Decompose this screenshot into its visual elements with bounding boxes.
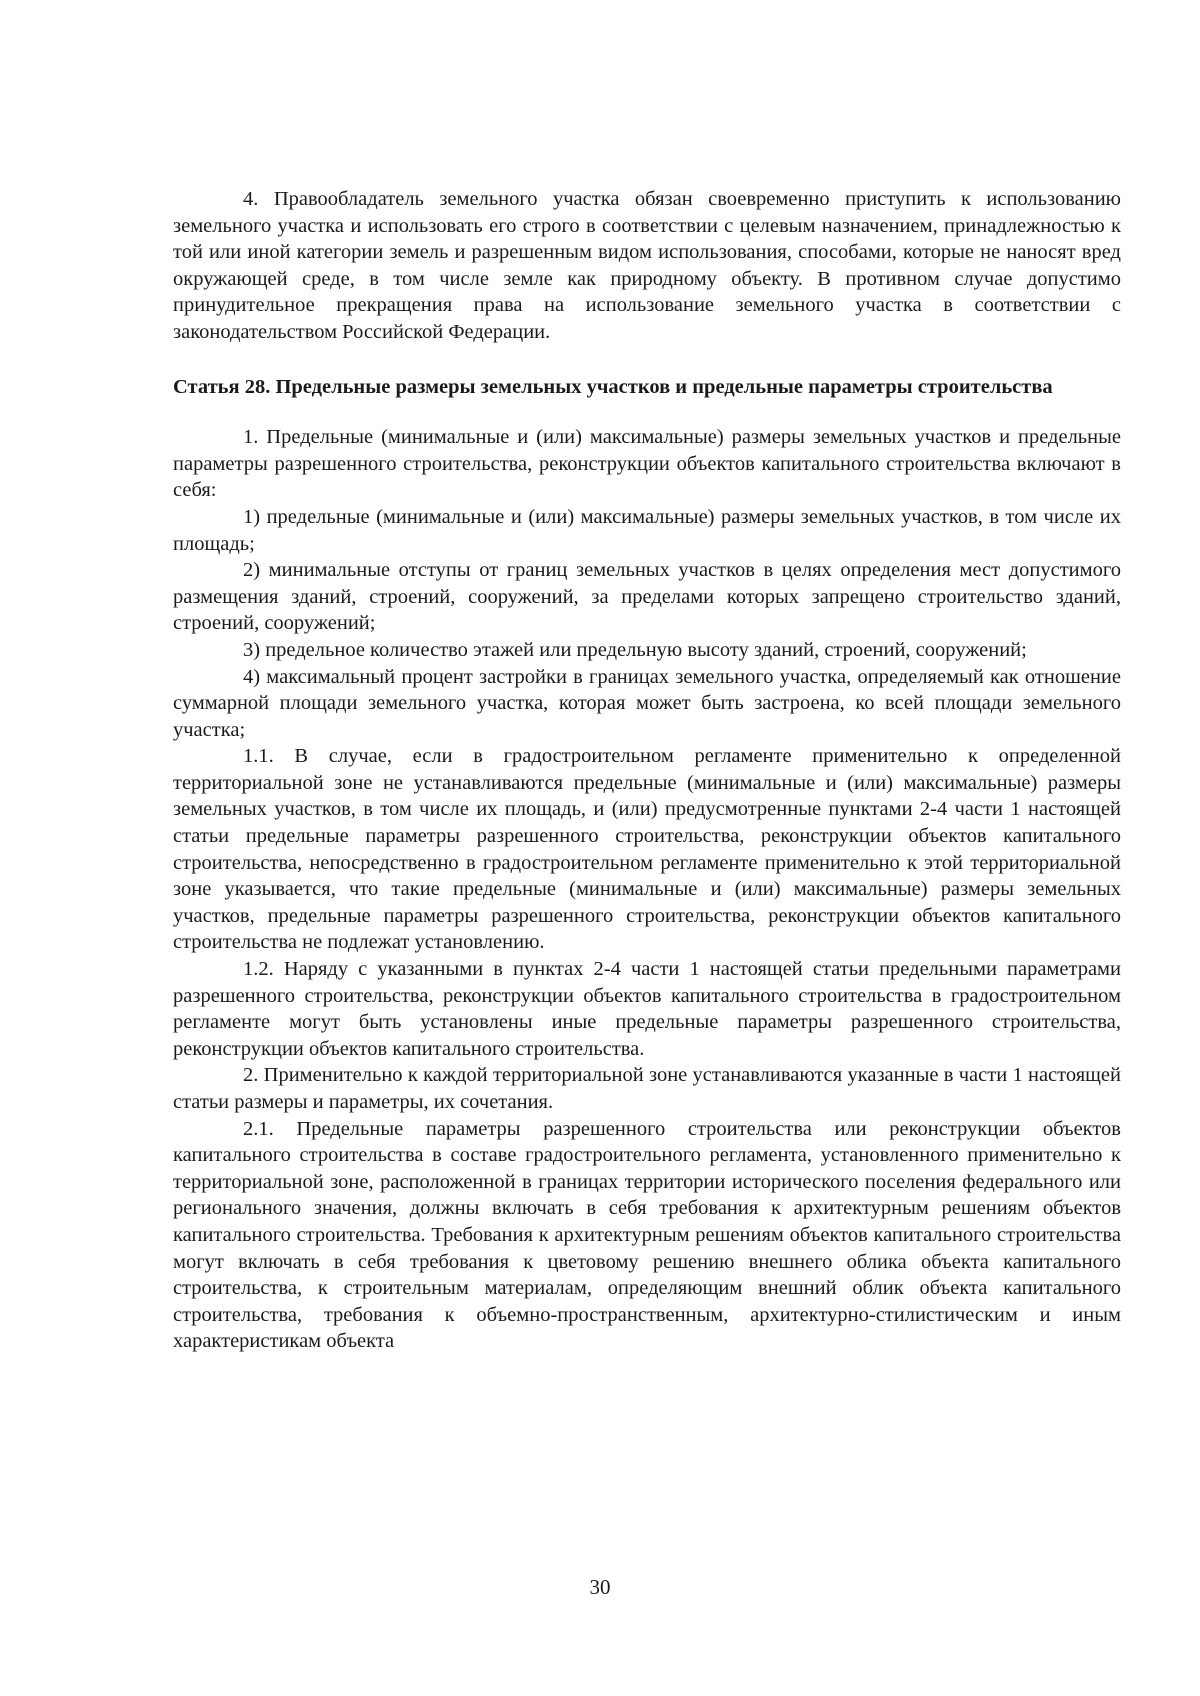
paragraph-1-item-2: 2) минимальные отступы от границ земельных участков в целях определения мест допустимого размещения зданий, строений, сооружений, за пределами которых запрещено строительство зданий, строений, сооружений;	[173, 559, 1121, 635]
paragraph-1-item-1: 1) предельные (минимальные и (или) максимальные) размеры земельных участков, в том числе их площадь;	[173, 505, 1121, 555]
paragraph-1-item-3: 3) предельное количество этажей или предельную высоту зданий, строений, сооружений;	[243, 638, 1027, 661]
paragraph-4-owner-obligations: 4. Правообладатель земельного участка обязан своевременно приступить к использованию земельного участка и использовать его строго в соответствии с целевым назначением, принадлежностью к той или иной категории земель и разрешенным видом использования, способами, которые не наносят вред окружающей среде, в том числе земле как природному объекту. В противном случае допустимо принудительное прекращения права на использование земельного участка в соответствии с законодательством Российской Федерации.	[173, 188, 1121, 343]
article-28-heading: Статья 28. Предельные размеры земельных участков и предельные параметры строительства	[173, 375, 1053, 398]
paragraph-1: 1. Предельные (минимальные и (или) максимальные) размеры земельных участков и предельные параметры разрешенного строительства, реконструкции объектов капитального строительства включают в себя:	[173, 426, 1121, 502]
paragraph-2: 2. Применительно к каждой территориальной зоне устанавливаются указанные в части 1 настоящей статьи размеры и параметры, их сочетания.	[173, 1064, 1121, 1113]
paragraph-2-1: 2.1. Предельные параметры разрешенного строительства или реконструкции объектов капитального строительства в составе градостроительного регламента, установленного применительно к территориальной зоне, расположенной в границах территории исторического поселения федерального или регионального значения, должны включать в себя требования к архитектурным решениям объектов капитального строительства. Требования к архитектурным решениям объектов капитального строительства могут включать в себя требования к цветовому решению внешнего облика объекта капитального строительства, к строительным материалам, определяющим внешний облик объекта капитального строительства, требования к объемно-пространственным, архитектурно-стилистическим и иным характеристикам объекта	[173, 1117, 1121, 1353]
paragraph-1-item-4: 4) максимальный процент застройки в границах земельного участка, определяемый как отношение суммарной площади земельного участка, которая может быть застроена, ко всей площади земельного участка;	[173, 665, 1121, 741]
document-page	[173, 186, 1121, 1355]
paragraph-1-1: 1.1. В случае, если в градостроительном регламенте применительно к определенной территориальной зоне не устанавливаются предельные (минимальные и (или) максимальные) размеры земельных участков, в том числе их площадь, и (или) предусмотренные пунктами 2-4 части 1 настоящей статьи предельные параметры разрешенного строительства, реконструкции объектов капитального строительства, непосредственно в градостроительном регламенте применительно к этой территориальной зоне указывается, что такие предельные (минимальные и (или) максимальные) размеры земельных участков, предельные параметры разрешенного строительства, реконструкции объектов капитального строительства не подлежат установлению.	[173, 745, 1121, 954]
page-number: 30	[589, 1575, 611, 1599]
paragraph-1-2: 1.2. Наряду с указанными в пунктах 2-4 части 1 настоящей статьи предельными параметрами разрешенного строительства, реконструкции объектов капитального строительства в градостроительном регламенте могут быть установлены иные предельные параметры разрешенного строительства, реконструкции объектов капитального строительства.	[173, 958, 1121, 1060]
